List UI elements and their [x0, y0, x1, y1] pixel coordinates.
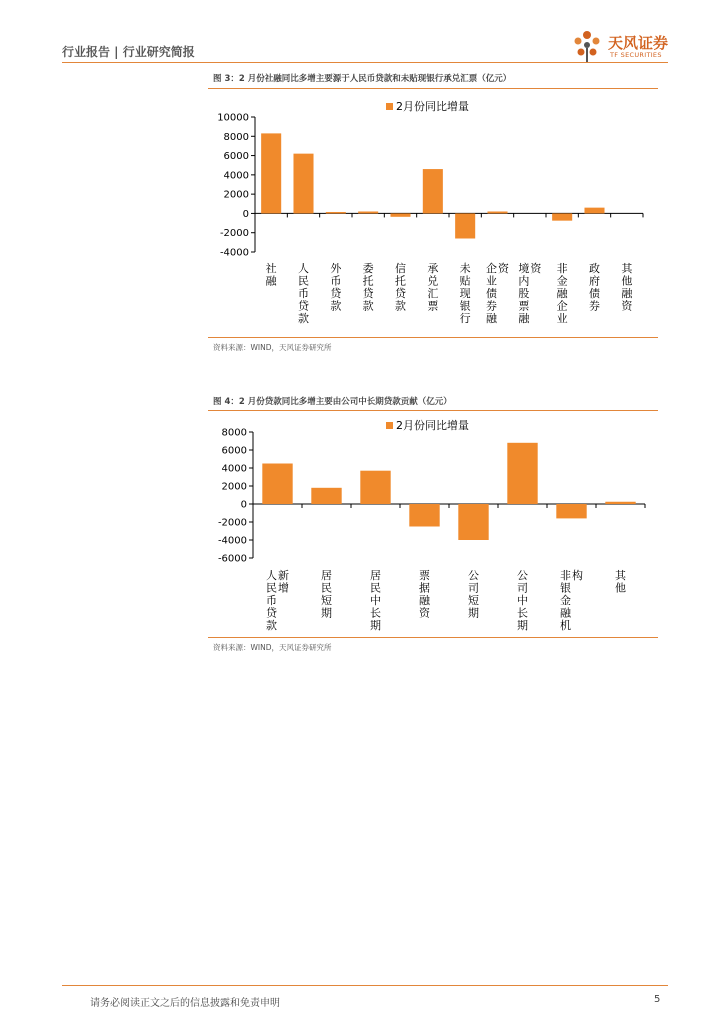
category-label: 居民短期: [321, 569, 332, 620]
y-tick-label: 8000: [221, 427, 247, 439]
bar: [293, 154, 313, 214]
figure4-source: 资料来源：WIND，天风证券研究所: [213, 643, 332, 652]
bar: [326, 212, 346, 214]
figure4-top-rule: [208, 410, 658, 411]
category-label: 承兑汇票: [427, 262, 439, 313]
figure3-title: 图 3：2 月份社融同比多增主要源于人民币贷款和未贴现银行承兑汇票（亿元）: [213, 74, 512, 84]
category-label: 公司短期: [468, 569, 479, 620]
category-label: 人民币贷款: [298, 262, 309, 325]
header-breadcrumb: 行业报告 | 行业研究简报: [62, 45, 195, 59]
figure4-bottom-rule: [208, 637, 658, 638]
bar: [552, 213, 572, 220]
bar: [507, 443, 537, 504]
category-label: 委托贷款: [362, 262, 374, 313]
logo-flower-icon: [568, 28, 606, 64]
legend-swatch: [386, 422, 393, 429]
footer-disclaimer: 请务必阅读正文之后的信息披露和免责申明: [90, 998, 280, 1009]
bar: [358, 212, 378, 214]
category-label: 人民币贷款新增: [266, 569, 289, 632]
bar: [455, 213, 475, 238]
y-tick-label: -6000: [217, 553, 247, 565]
y-tick-label: 2000: [223, 189, 249, 201]
category-label: 公司中长期: [517, 569, 528, 632]
y-tick-label: 10000: [217, 112, 249, 124]
legend: [386, 418, 469, 432]
bar: [409, 504, 439, 527]
category-label: 企业债券融资: [486, 262, 509, 325]
logo-text-cn: 天风证券: [608, 34, 669, 52]
bar: [311, 488, 341, 504]
bar: [360, 471, 390, 504]
category-label: 政府债券: [589, 262, 600, 313]
y-tick-label: 4000: [221, 463, 247, 475]
y-tick-label: 6000: [223, 151, 249, 163]
legend-label: 2月份同比增量: [396, 419, 469, 432]
category-label: 非金融企业: [556, 262, 568, 325]
figure3-top-rule: [208, 88, 658, 89]
legend-label: 2月份同比增量: [396, 100, 469, 113]
legend-swatch: [386, 103, 393, 110]
category-label: 外币贷款: [330, 262, 342, 313]
page-number: 5: [654, 994, 661, 1005]
logo-text-en: TF SECURITIES: [610, 51, 662, 59]
bar: [458, 504, 488, 540]
y-tick-label: 4000: [223, 170, 249, 182]
y-tick-label: -4000: [217, 535, 247, 547]
chart-figure3: [208, 92, 658, 338]
y-tick-label: 2000: [221, 481, 247, 493]
figure4-title: 图 4：2 月份贷款同比多增主要由公司中长期贷款贡献（亿元）: [213, 397, 452, 407]
company-logo: [568, 28, 678, 64]
y-tick-label: 8000: [223, 131, 249, 143]
category-label: 未贴现银行: [459, 262, 471, 325]
category-label: 社融: [265, 262, 277, 288]
legend: [386, 99, 469, 113]
y-tick-label: -4000: [219, 247, 249, 259]
bar: [390, 213, 410, 216]
bar: [556, 504, 586, 518]
bar: [605, 502, 635, 504]
bar: [262, 464, 292, 505]
category-label: 票据融资: [419, 569, 430, 620]
figure3-source: 资料来源：WIND，天风证券研究所: [213, 343, 332, 352]
category-label: 信托贷款: [395, 262, 406, 313]
y-tick-label: -2000: [217, 517, 247, 529]
bar: [423, 169, 443, 213]
bar: [261, 133, 281, 213]
bar: [487, 212, 507, 214]
chart-figure4: [208, 414, 658, 638]
y-tick-label: 6000: [221, 445, 247, 457]
category-label: 居民中长期: [370, 569, 381, 632]
y-tick-label: -2000: [219, 228, 249, 240]
footer-divider: [62, 985, 668, 986]
category-label: 境内股票融资: [518, 262, 542, 325]
y-tick-label: 0: [240, 499, 247, 511]
category-label: 其他: [615, 569, 626, 595]
category-label: 非银金融机构: [560, 569, 583, 632]
bar: [584, 208, 604, 214]
category-label: 其他融资: [621, 262, 633, 313]
figure3-bottom-rule: [208, 337, 658, 338]
y-tick-label: 0: [242, 208, 249, 220]
